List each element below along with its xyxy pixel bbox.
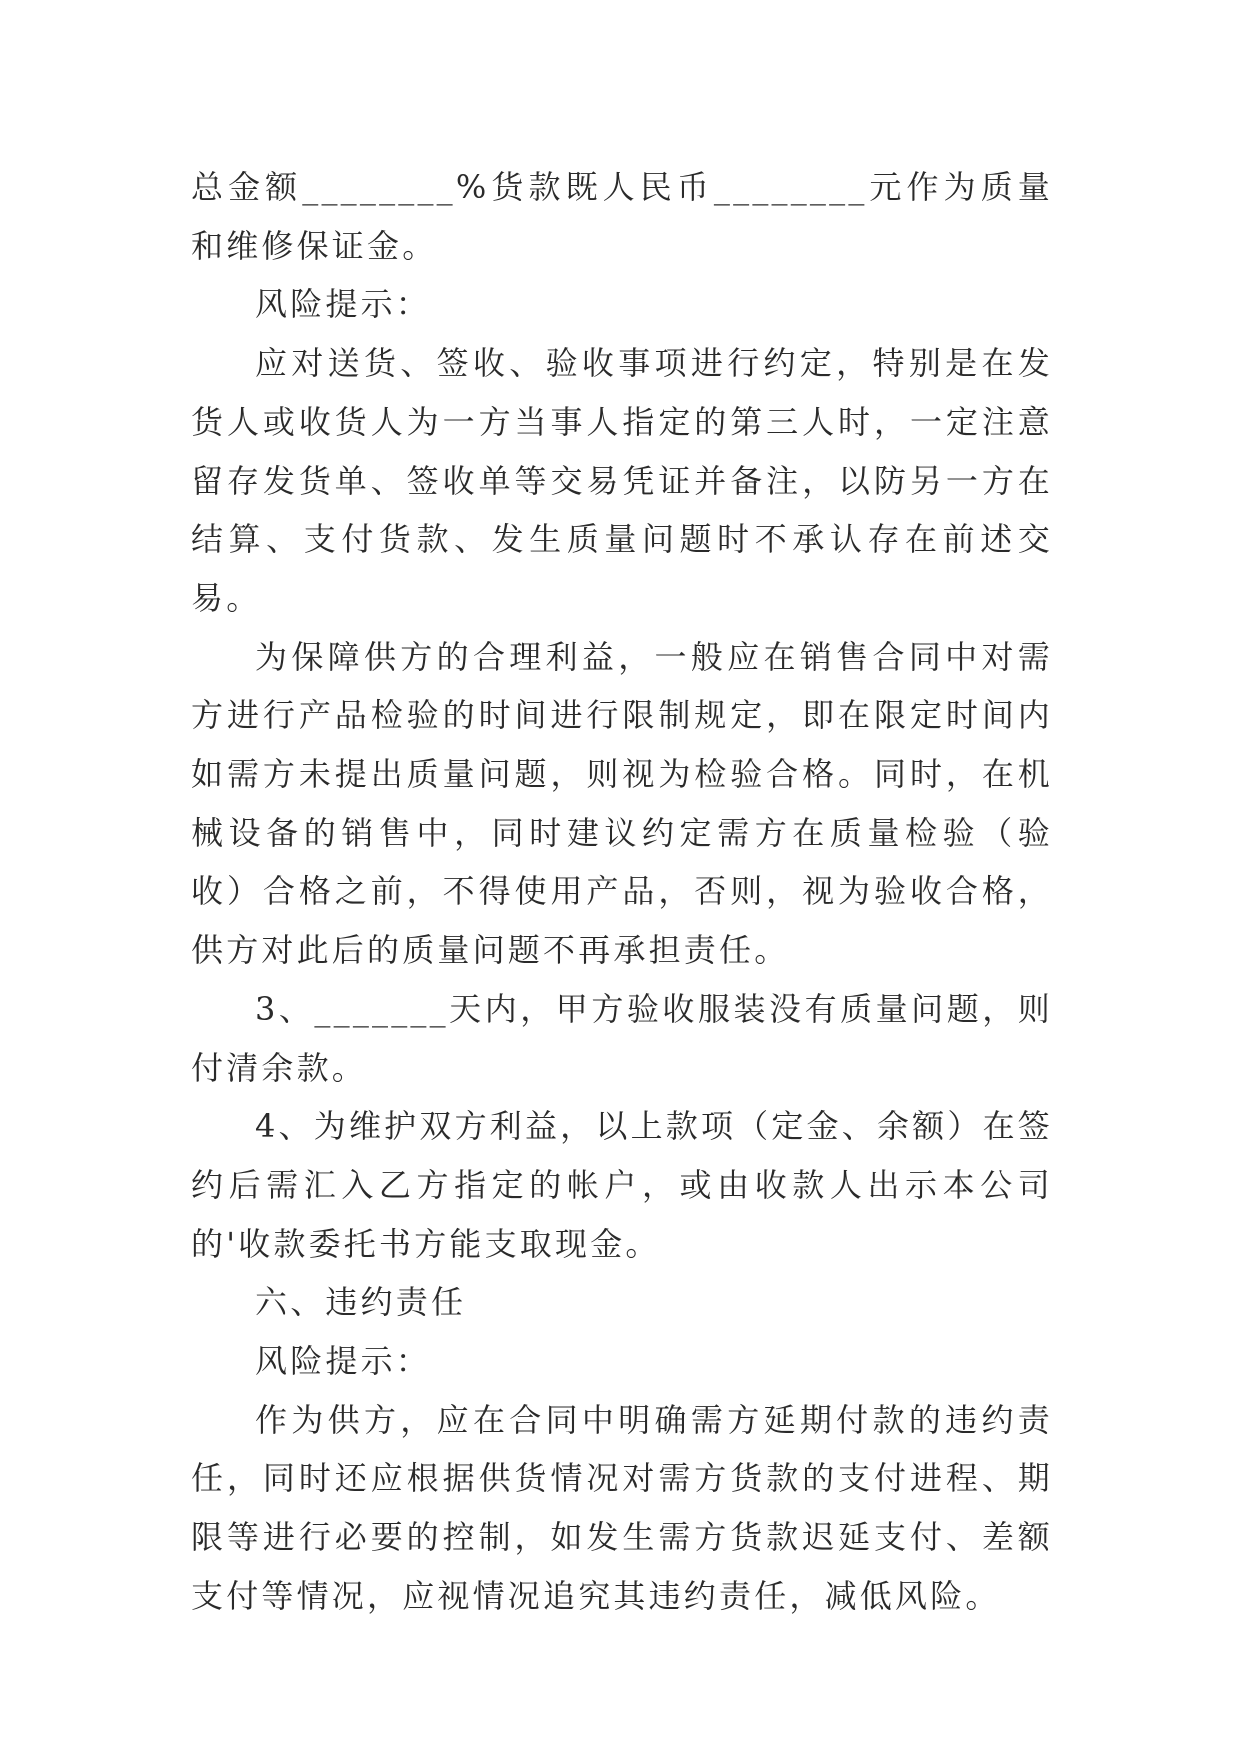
paragraph-late-payment: 作为供方，应在合同中明确需方延期付款的违约责任，同时还应根据供货情况对需方货款的支付进程、期限等进行必要的控制，如发生需方货款迟延支付、差额支付等情况，应视情况追究其违约责任，减低风险。 [191, 1400, 1053, 1615]
paragraph-item-3: 3、_______天内，甲方验收服装没有质量问题，则付清余款。 [191, 989, 1053, 1087]
paragraph-deposit-amount: 总金额________%货款既人民币________元作为质量和维修保证金。 [191, 168, 1053, 265]
section-heading-breach-liability: 六、违约责任 [255, 1283, 467, 1322]
paragraph-item-4: 4、为维护双方利益，以上款项（定金、余额）在签约后需汇入乙方指定的帐户，或由收款人出示本公司的'收款委托书方能支取现金。 [191, 1107, 1053, 1263]
paragraph-risk-tip-heading-2: 风险提示： [255, 1342, 432, 1381]
paragraph-delivery-receipt: 应对送货、签收、验收事项进行约定，特别是在发货人或收货人为一方当事人指定的第三人时，一定注意留存发货单、签收单等交易凭证并备注，以防另一方在结算、支付货款、发生质量问题时不承认存在前述交易。 [191, 344, 1053, 617]
paragraph-risk-tip-heading-1: 风险提示： [255, 285, 432, 324]
paragraph-inspection-period: 为保障供方的合理利益，一般应在销售合同中对需方进行产品检验的时间进行限制规定，即在限定时间内如需方未提出质量问题，则视为检验合格。同时，在机械设备的销售中，同时建议约定需方在质量检验（验收）合格之前，不得使用产品，否则，视为验收合格，供方对此后的质量问题不再承担责任。 [191, 637, 1053, 970]
document-body [191, 158, 1053, 1626]
